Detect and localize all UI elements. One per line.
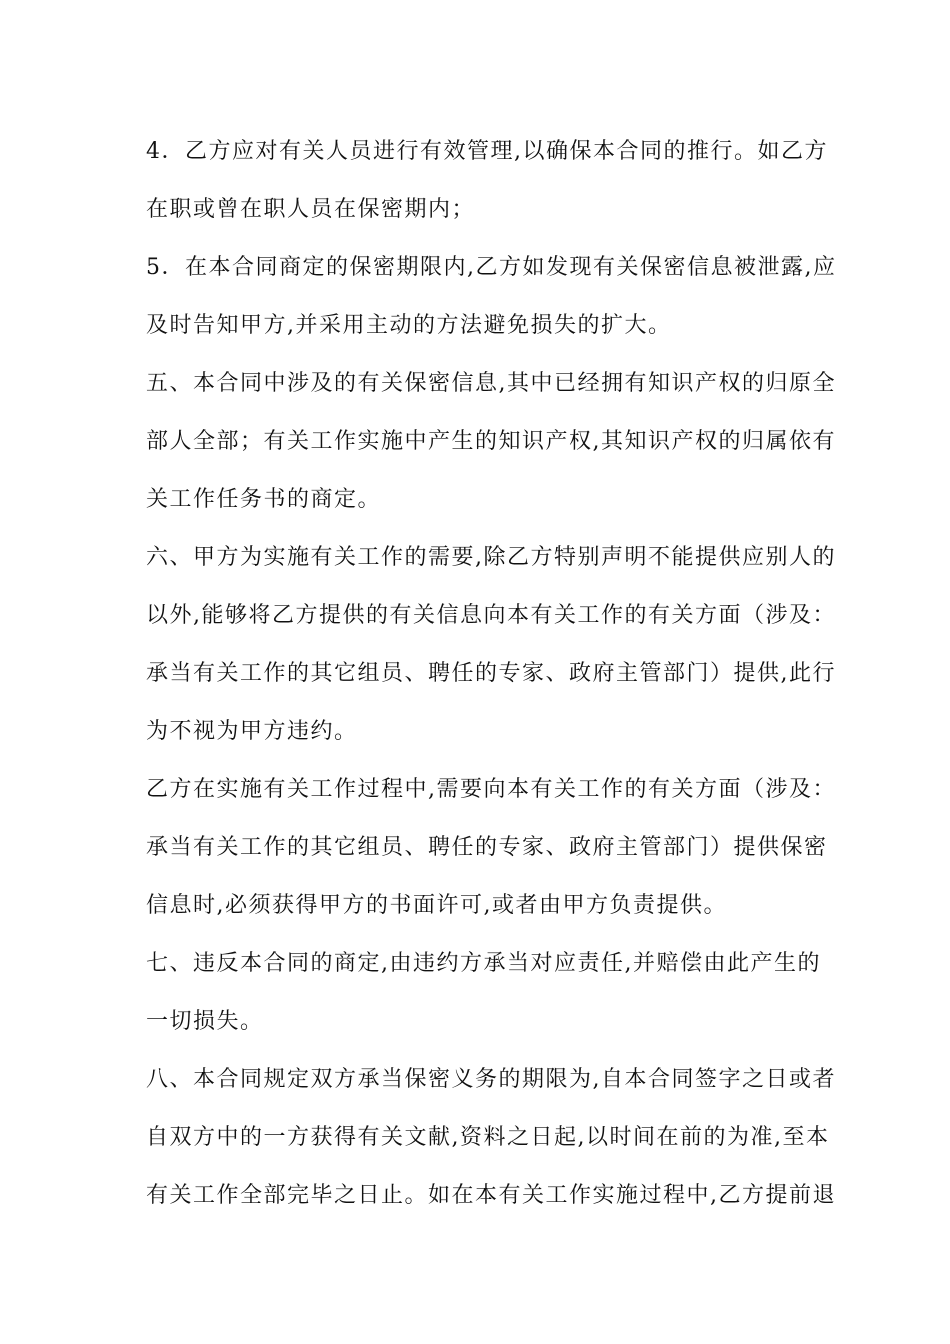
text-line: 关工作任务书的商定。	[146, 487, 382, 512]
paragraph-clause-5	[146, 244, 837, 360]
text-line: 一切损失。	[146, 1009, 264, 1034]
text-line: 在职或曾在职人员在保密期内；	[146, 197, 476, 222]
text-line: 部人全部；有关工作实施中产生的知识产权,其知识产权的归属依有	[146, 429, 836, 454]
document-body	[146, 128, 837, 1230]
paragraph-section-6-continued	[146, 766, 836, 940]
text-line: 六、甲方为实施有关工作的需要,除乙方特别声明不能提供应别人的	[146, 545, 836, 570]
text-line: 自双方中的一方获得有关文献,资料之日起,以时间在前的为准,至本	[146, 1125, 830, 1150]
text-line: 信息时,必须获得甲方的书面许可,或者由甲方负责提供。	[146, 893, 727, 918]
paragraph-section-5	[146, 360, 836, 534]
text-line: 承当有关工作的其它组员、聘任的专家、政府主管部门）提供,此行	[146, 661, 836, 686]
text-line: 五、本合同中涉及的有关保密信息,其中已经拥有知识产权的归原全	[146, 371, 836, 396]
text-line: 承当有关工作的其它组员、聘任的专家、政府主管部门）提供保密	[146, 835, 828, 860]
text-line: 4．乙方应对有关人员进行有效管理,以确保本合同的推行。如乙方	[146, 139, 828, 164]
text-line: 乙方在实施有关工作过程中,需要向本有关工作的有关方面（涉及：	[146, 777, 836, 802]
text-line: 八、本合同规定双方承当保密义务的期限为,自本合同签字之日或者	[146, 1067, 836, 1092]
text-line: 有关工作全部完毕之日止。如在本有关工作实施过程中,乙方提前退	[146, 1183, 836, 1208]
paragraph-section-7	[146, 940, 821, 1056]
text-line: 5．在本合同商定的保密期限内,乙方如发现有关保密信息被泄露,应	[146, 255, 837, 280]
paragraph-clause-4	[146, 128, 828, 244]
text-line: 及时告知甲方,并采用主动的方法避免损失的扩大。	[146, 313, 672, 338]
text-line: 为不视为甲方违约。	[146, 719, 358, 744]
text-line: 以外,能够将乙方提供的有关信息向本有关工作的有关方面（涉及：	[146, 603, 836, 628]
text-line: 七、违反本合同的商定,由违约方承当对应责任,并赔偿由此产生的	[146, 951, 821, 976]
paragraph-section-8	[146, 1056, 836, 1230]
paragraph-section-6	[146, 534, 836, 766]
